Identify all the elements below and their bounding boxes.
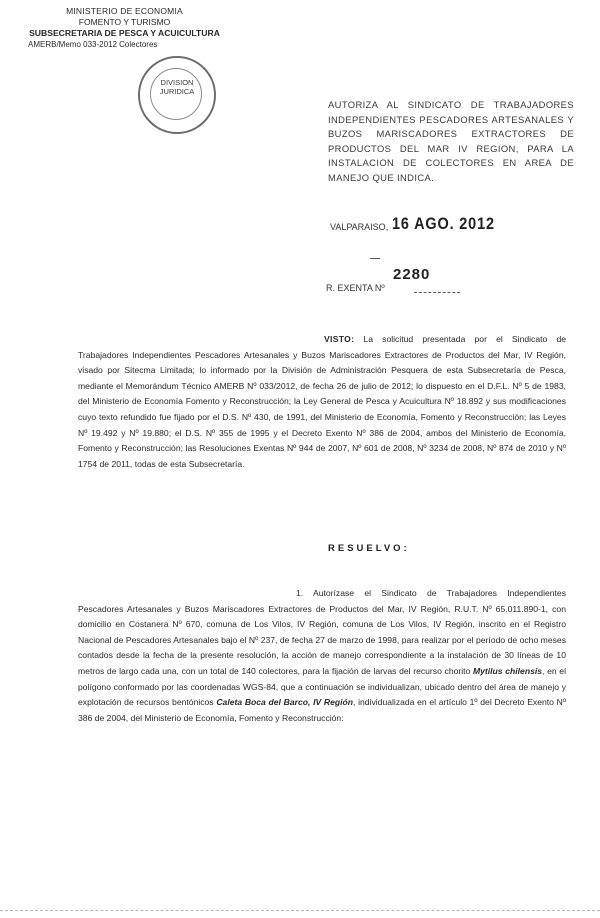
exenta-label: R. EXENTA Nº — [326, 283, 385, 293]
visto-text: La solicitud presentada por el Sindicato de Trabajadores Independientes Pescadores Artesanales y Buzos Mariscadores Extractores de Productos del Mar, IV Región, visado por Sitecma Limitada; lo informado por la División de Administración Pesquera de esta Subsecretaría de Pesca, mediante el Memorándum Técnico AMERB Nº 033/2012, de fecha 26 de julio de 2012; lo dispuesto en el D.F.L. Nº 5 de 1983, del Ministerio de Economía Fomento y Reconstrucción; la Ley General de Pesca y Acuicultura Nº 18.892 y sus modificaciones cuyo texto refundido fue fijado por el D.S. Nº 430, de 1991, del Ministerio de Economía, Fomento y Reconstrucción; las Leyes Nº 19.492 y Nº 19.880; el D.S. Nº 355 de 1995 y el Decreto Exento Nº 386 de 2004, ambos del Ministerio de Economía, Fomento y Reconstrucción; las Resoluciones Exentas Nº 944 de 2007, Nº 601 de 2008, Nº 3234 de 2008, Nº 874 de 2010 y Nº 1754 de 2011, todas de esta Subsecretaría. — [78, 334, 566, 469]
letterhead — [22, 6, 227, 50]
resolution-item-1 — [78, 586, 566, 726]
stamp-text — [140, 78, 214, 96]
visto-paragraph — [78, 332, 566, 472]
division-juridica-stamp — [138, 56, 216, 134]
item1-text-part3: , individualizada en el artículo 1º del Decreto Exento Nº 386 de 2004, del Ministerio de Economía, Fomento y Reconstrucción: — [78, 697, 566, 723]
area-name: Caleta Boca del Barco, IV Región — [216, 697, 353, 708]
item1-text-part1: 1. Autorízase el Sindicato de Trabajadores Independientes Pescadores Artesanales y Buzos Mariscadores Extractores de Productos del Mar, IV Región, R.U.T. Nº 65.011.890-1, con domicilio en Costanera Nº 670, comuna de Los Vilos, IV Región, comuna de Los Vilos, IV Región, inscrito en el Registro Nacional de Pescadores Artesanales bajo el Nº 237, de fecha 27 de marzo de 1998, para realizar por el período de ocho meses contados desde la fecha de la presente resolución, la acción de manejo correspondiente a la instalación de 30 líneas de 10 metros de largo cada una, con un total de 140 colectores, para la fijación de larvas del recurso chorito — [78, 588, 566, 676]
exenta-underline — [414, 292, 460, 293]
item1-text-part2: , en el polígono conformado por las coordenadas WGS-84, que a continuación se individualizan, ubicado dentro del área de manejo y explotación de recursos bentónicos — [78, 665, 566, 708]
place-label: VALPARAISO, — [330, 222, 389, 232]
ministry-name: MINISTERIO DE ECONOMIA — [66, 6, 183, 16]
footer-divider — [0, 910, 600, 911]
subsecretaria-name: SUBSECRETARIA DE PESCA Y ACUICULTURA — [29, 28, 220, 38]
species-name: Mytilus chilensis — [472, 665, 543, 676]
resolution-title: AUTORIZA AL SINDICATO DE TRABAJADORES INDEPENDIENTES PESCADORES ARTESANALES Y BUZOS MARISCADORES EXTRACTORES DE PRODUCTOS DEL MAR IV REGION, PARA LA INSTALACION DE COLECTORES EN AREA DE MANEJO QUE INDICA. — [328, 99, 574, 183]
exenta-number: 2280 — [393, 266, 431, 283]
stamp-line-2: JURIDICA — [159, 87, 195, 96]
memo-reference: AMERB/Memo 033-2012 Colectores — [28, 40, 158, 49]
number-mark — [370, 258, 380, 259]
resuelvo-heading: RESUELVO: — [328, 543, 410, 554]
date-stamp: 16 AGO. 2012 — [392, 214, 495, 233]
visto-lead: VISTO: — [324, 334, 355, 344]
ministry-subtitle: FOMENTO Y TURISMO — [78, 17, 171, 27]
stamp-line-1: DIVISION — [160, 78, 194, 87]
